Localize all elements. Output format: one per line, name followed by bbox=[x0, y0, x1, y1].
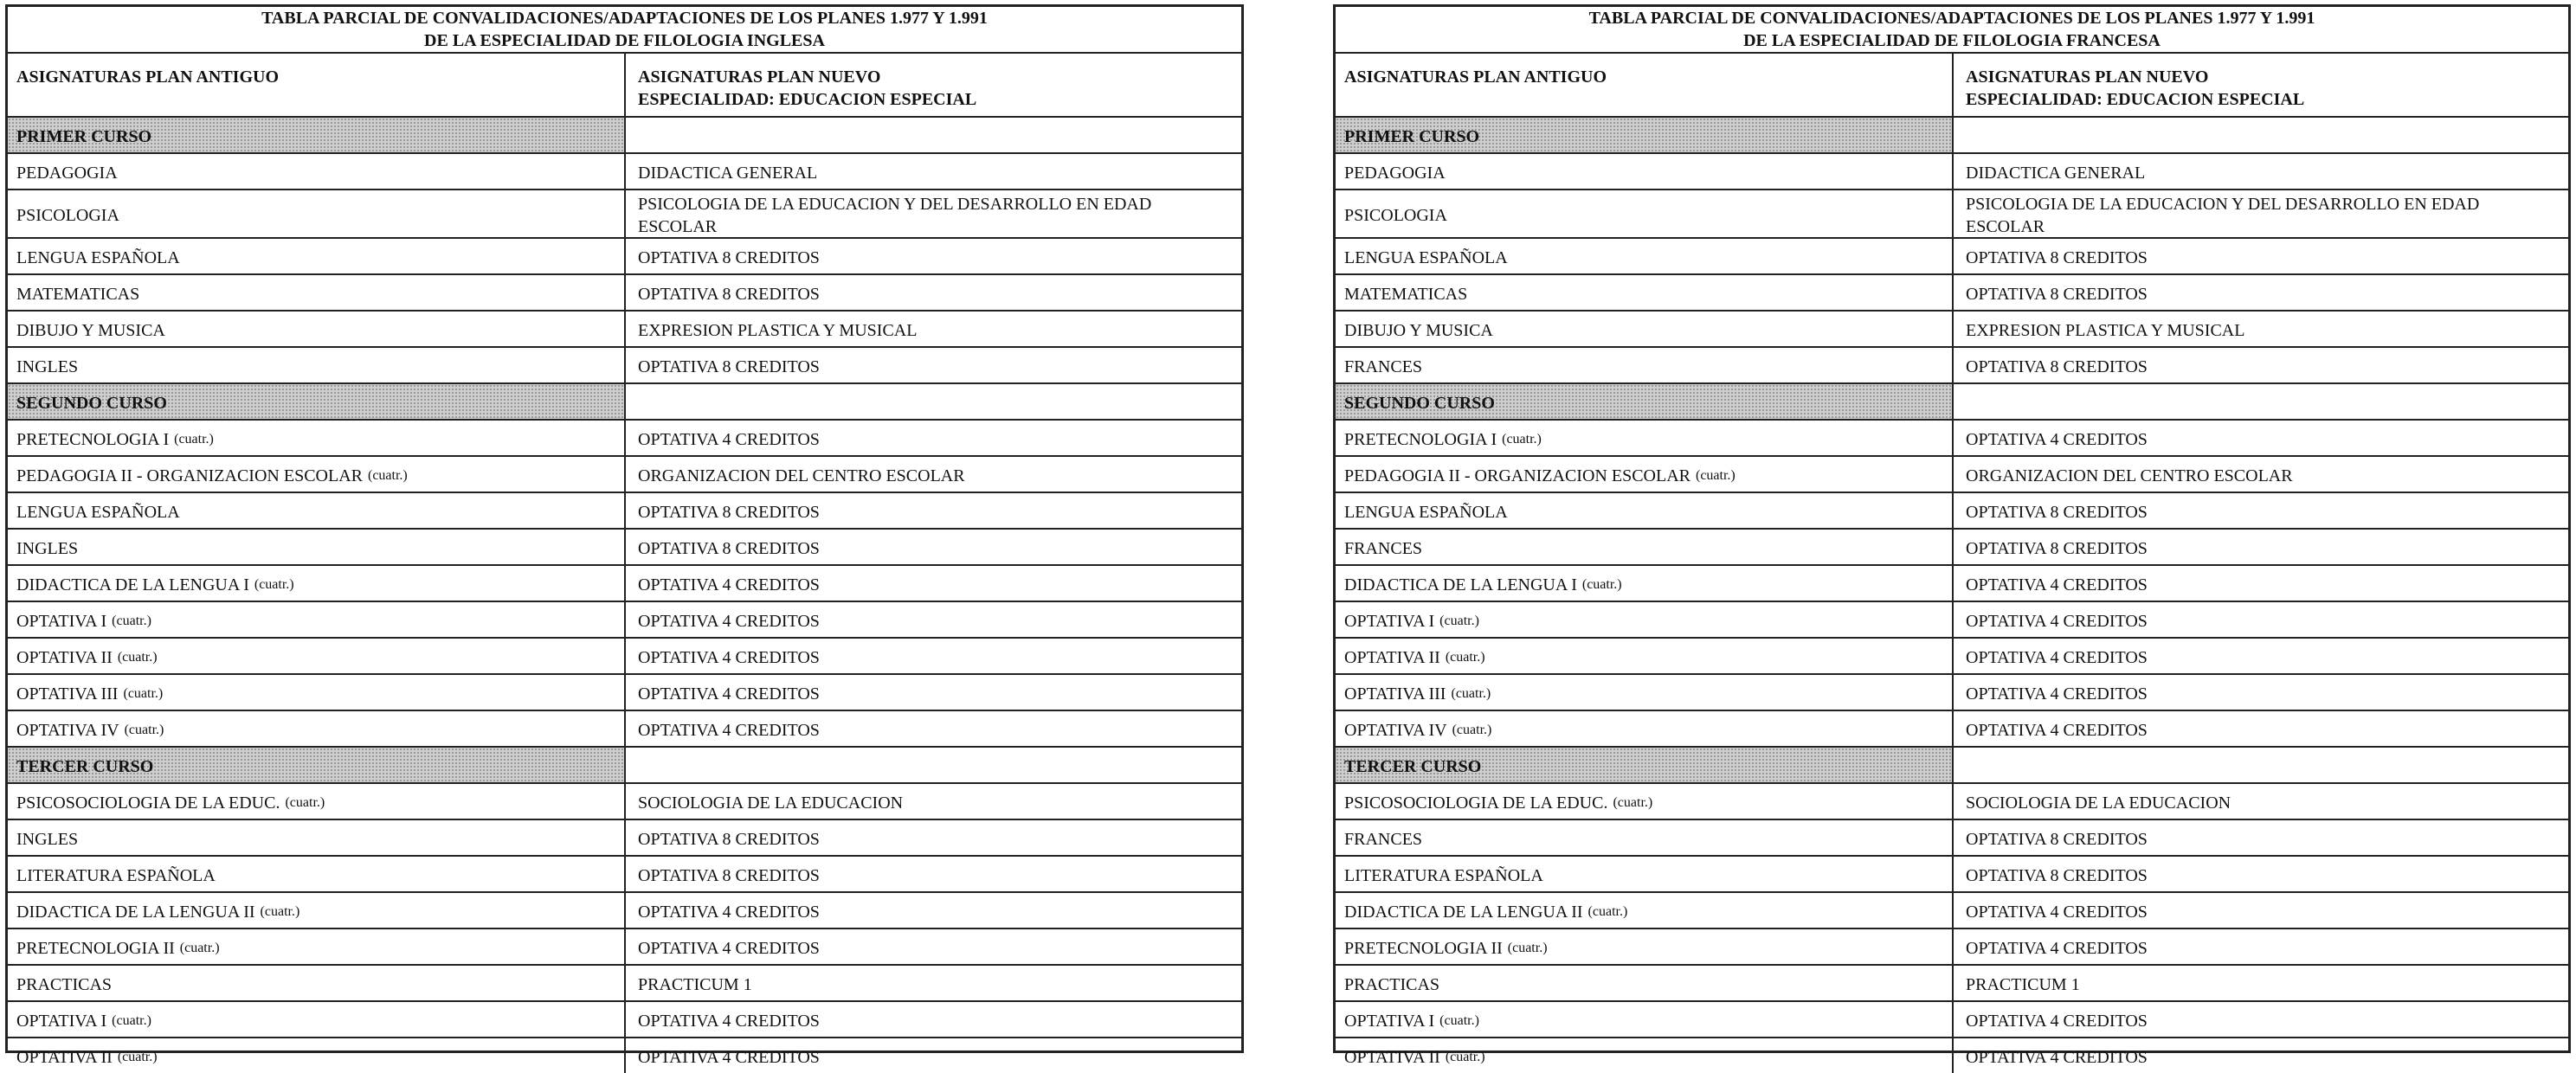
old-subject-text: PRETECNOLOGIA I bbox=[16, 429, 170, 449]
new-subject-cell: OPTATIVA 4 CREDITOS bbox=[638, 648, 820, 667]
new-subject-cell: OPTATIVA 8 CREDITOS bbox=[1966, 503, 2148, 522]
old-subject-cell bbox=[8, 154, 626, 189]
old-subject-cell bbox=[8, 784, 626, 819]
table-row bbox=[8, 275, 1241, 312]
old-subject-cell bbox=[8, 239, 626, 273]
new-subject-cell: OPTATIVA 4 CREDITOS bbox=[638, 939, 820, 958]
old-subject-text: DIDACTICA DE LA LENGUA II bbox=[1344, 902, 1583, 922]
old-subject-text: OPTATIVA II bbox=[1344, 1047, 1440, 1067]
table-row bbox=[1336, 457, 2568, 493]
semester-note: (cuatr.) bbox=[1439, 614, 1479, 628]
table-row bbox=[1336, 190, 2568, 239]
old-subject-text: LENGUA ESPAÑOLA bbox=[16, 247, 180, 267]
title-line-2: DE LA ESPECIALIDAD DE FILOLOGIA INGLESA bbox=[424, 31, 825, 50]
new-subject-cell: OPTATIVA 8 CREDITOS bbox=[1966, 285, 2148, 304]
old-subject-text: OPTATIVA I bbox=[1344, 611, 1435, 631]
semester-note: (cuatr.) bbox=[285, 795, 325, 810]
new-subject-cell bbox=[626, 118, 1241, 152]
new-subject-cell: OPTATIVA 4 CREDITOS bbox=[638, 612, 820, 631]
new-subject-cell: OPTATIVA 4 CREDITOS bbox=[1966, 939, 2148, 958]
old-subject-text: PRIMER CURSO bbox=[1344, 126, 1480, 146]
old-subject-cell bbox=[1336, 857, 1954, 891]
old-subject-text: OPTATIVA I bbox=[16, 611, 107, 631]
semester-note: (cuatr.) bbox=[117, 1050, 158, 1064]
semester-note: (cuatr.) bbox=[123, 686, 164, 701]
section-label bbox=[8, 748, 626, 782]
table-row bbox=[8, 493, 1241, 530]
old-subject-text: PEDAGOGIA II - ORGANIZACION ESCOLAR bbox=[1344, 466, 1690, 485]
table-row bbox=[1336, 893, 2568, 929]
new-subject-cell: OPTATIVA 8 CREDITOS bbox=[638, 830, 820, 849]
table-filologia-francesa bbox=[1333, 4, 2571, 1067]
new-subject-cell bbox=[1954, 748, 2568, 782]
table-row bbox=[1336, 1038, 2568, 1073]
semester-note: (cuatr.) bbox=[112, 1013, 151, 1028]
table-row bbox=[1336, 566, 2568, 602]
old-subject-cell bbox=[1336, 784, 1954, 819]
table-row bbox=[8, 1038, 1241, 1073]
table-title bbox=[8, 7, 1241, 54]
old-subject-text: OPTATIVA II bbox=[1344, 647, 1440, 667]
old-subject-text: MATEMATICAS bbox=[16, 284, 140, 304]
old-subject-cell bbox=[8, 639, 626, 673]
table-row bbox=[8, 530, 1241, 566]
table-row bbox=[8, 602, 1241, 639]
semester-note: (cuatr.) bbox=[174, 432, 214, 447]
old-subject-text: PSICOLOGIA bbox=[16, 205, 119, 225]
table-row bbox=[1336, 493, 2568, 530]
old-subject-cell bbox=[1336, 675, 1954, 710]
table-row bbox=[8, 639, 1241, 675]
old-subject-cell bbox=[1336, 493, 1954, 528]
old-subject-cell bbox=[8, 312, 626, 346]
new-subject-cell: PRACTICUM 1 bbox=[1966, 975, 2080, 994]
old-subject-text: DIDACTICA DE LA LENGUA I bbox=[16, 575, 249, 594]
old-subject-cell bbox=[1336, 312, 1954, 346]
new-subject-cell: EXPRESION PLASTICA Y MUSICAL bbox=[638, 321, 918, 340]
old-subject-cell bbox=[8, 566, 626, 601]
section-row bbox=[8, 118, 1241, 154]
new-subject-cell: SOCIOLOGIA DE LA EDUCACION bbox=[638, 794, 904, 813]
table-filologia-inglesa bbox=[5, 4, 1244, 1067]
old-subject-text: INGLES bbox=[16, 829, 79, 849]
old-subject-text: SEGUNDO CURSO bbox=[16, 393, 167, 413]
old-subject-cell bbox=[8, 711, 626, 746]
old-subject-text: PSICOLOGIA bbox=[1344, 205, 1447, 225]
header-new-line-2: ESPECIALIDAD: EDUCACION ESPECIAL bbox=[1966, 90, 2305, 109]
old-subject-text: DIDACTICA DE LA LENGUA I bbox=[1344, 575, 1577, 594]
old-subject-text: LITERATURA ESPAÑOLA bbox=[1344, 865, 1543, 885]
old-subject-text: MATEMATICAS bbox=[1344, 284, 1468, 304]
old-subject-text: PEDAGOGIA bbox=[1344, 163, 1446, 183]
old-subject-text: PRACTICAS bbox=[1344, 974, 1440, 994]
old-subject-cell bbox=[8, 530, 626, 564]
table-row bbox=[1336, 929, 2568, 966]
new-subject-cell: OPTATIVA 8 CREDITOS bbox=[1966, 866, 2148, 885]
old-subject-cell bbox=[8, 966, 626, 1000]
old-subject-cell bbox=[8, 190, 626, 237]
old-subject-text: PSICOSOCIOLOGIA DE LA EDUC. bbox=[16, 793, 280, 813]
old-subject-text: PEDAGOGIA bbox=[16, 163, 118, 183]
table-row bbox=[1336, 820, 2568, 857]
old-subject-cell bbox=[1336, 348, 1954, 382]
old-subject-text: PRIMER CURSO bbox=[16, 126, 152, 146]
header-new-line-1: ASIGNATURAS PLAN NUEVO bbox=[1966, 67, 2209, 87]
new-subject-cell bbox=[626, 384, 1241, 419]
old-subject-cell bbox=[8, 275, 626, 310]
new-subject-cell: OPTATIVA 4 CREDITOS bbox=[1966, 721, 2148, 740]
table-row bbox=[8, 566, 1241, 602]
old-subject-text: FRANCES bbox=[1344, 538, 1423, 558]
semester-note: (cuatr.) bbox=[112, 614, 151, 628]
old-subject-cell bbox=[1336, 421, 1954, 455]
new-subject-cell: DIDACTICA GENERAL bbox=[1966, 164, 2146, 183]
section-row bbox=[8, 748, 1241, 784]
semester-note: (cuatr.) bbox=[1581, 577, 1622, 592]
table-row bbox=[1336, 966, 2568, 1002]
old-subject-text: PRETECNOLOGIA I bbox=[1344, 429, 1497, 449]
table-row bbox=[1336, 1002, 2568, 1038]
old-subject-cell bbox=[1336, 239, 1954, 273]
section-label bbox=[1336, 748, 1954, 782]
new-subject-cell: OPTATIVA 4 CREDITOS bbox=[1966, 430, 2148, 449]
section-label bbox=[1336, 384, 1954, 419]
table-row bbox=[1336, 154, 2568, 190]
new-subject-cell: EXPRESION PLASTICA Y MUSICAL bbox=[1966, 321, 2245, 340]
new-subject-cell: OPTATIVA 4 CREDITOS bbox=[1966, 575, 2148, 594]
old-subject-text: PSICOSOCIOLOGIA DE LA EDUC. bbox=[1344, 793, 1608, 813]
new-subject-cell: PRACTICUM 1 bbox=[638, 975, 752, 994]
new-subject-cell: ORGANIZACION DEL CENTRO ESCOLAR bbox=[638, 466, 965, 485]
old-subject-cell bbox=[1336, 275, 1954, 310]
old-subject-cell bbox=[8, 1002, 626, 1037]
old-subject-cell bbox=[1336, 929, 1954, 964]
semester-note: (cuatr.) bbox=[1451, 686, 1491, 701]
new-subject-cell: OPTATIVA 4 CREDITOS bbox=[638, 575, 820, 594]
table-header bbox=[1336, 54, 2568, 118]
old-subject-cell bbox=[1336, 639, 1954, 673]
semester-note: (cuatr.) bbox=[1613, 795, 1653, 810]
header-old-plan: ASIGNATURAS PLAN ANTIGUO bbox=[1336, 54, 1954, 116]
semester-note: (cuatr.) bbox=[1695, 468, 1736, 483]
table-row bbox=[1336, 711, 2568, 748]
old-subject-text: TERCER CURSO bbox=[1344, 756, 1482, 776]
new-subject-cell: PSICOLOGIA DE LA EDUCACION Y DEL DESARROLLO EN EDAD ESCOLAR bbox=[1966, 195, 2480, 236]
old-subject-cell bbox=[1336, 457, 1954, 492]
table-row bbox=[1336, 239, 2568, 275]
old-subject-cell bbox=[8, 929, 626, 964]
old-subject-cell bbox=[1336, 1038, 1954, 1073]
old-subject-cell bbox=[8, 820, 626, 855]
semester-note: (cuatr.) bbox=[179, 941, 220, 955]
old-subject-cell bbox=[8, 602, 626, 637]
header-new-plan bbox=[626, 54, 1241, 116]
table-row bbox=[1336, 602, 2568, 639]
old-subject-cell bbox=[1336, 893, 1954, 928]
new-subject-cell: OPTATIVA 4 CREDITOS bbox=[638, 1012, 820, 1031]
old-subject-text: DIBUJO Y MUSICA bbox=[16, 320, 165, 340]
title-line-1: TABLA PARCIAL DE CONVALIDACIONES/ADAPTACIONES DE LOS PLANES 1.977 Y 1.991 bbox=[261, 9, 988, 28]
old-subject-text: OPTATIVA III bbox=[1344, 684, 1446, 704]
old-subject-text: OPTATIVA II bbox=[16, 647, 113, 667]
table-header bbox=[8, 54, 1241, 118]
new-subject-cell: OPTATIVA 8 CREDITOS bbox=[1966, 357, 2148, 376]
old-subject-cell bbox=[8, 893, 626, 928]
table-row bbox=[8, 929, 1241, 966]
section-label bbox=[8, 118, 626, 152]
table-body bbox=[1336, 118, 2568, 1073]
table-row bbox=[1336, 348, 2568, 384]
old-subject-text: FRANCES bbox=[1344, 357, 1423, 376]
new-subject-cell: OPTATIVA 8 CREDITOS bbox=[1966, 830, 2148, 849]
old-subject-cell bbox=[1336, 711, 1954, 746]
table-body bbox=[8, 118, 1241, 1073]
new-subject-cell: OPTATIVA 4 CREDITOS bbox=[1966, 612, 2148, 631]
old-subject-text: OPTATIVA I bbox=[1344, 1011, 1435, 1031]
new-subject-cell: OPTATIVA 8 CREDITOS bbox=[638, 539, 820, 558]
new-subject-cell: OPTATIVA 8 CREDITOS bbox=[638, 357, 820, 376]
semester-note: (cuatr.) bbox=[117, 650, 158, 665]
old-subject-cell bbox=[1336, 190, 1954, 237]
table-row bbox=[8, 711, 1241, 748]
semester-note: (cuatr.) bbox=[1507, 941, 1548, 955]
new-subject-cell: ORGANIZACION DEL CENTRO ESCOLAR bbox=[1966, 466, 2293, 485]
table-row bbox=[1336, 675, 2568, 711]
old-subject-text: OPTATIVA II bbox=[16, 1047, 113, 1067]
old-subject-text: OPTATIVA IV bbox=[16, 720, 119, 740]
new-subject-cell: OPTATIVA 4 CREDITOS bbox=[1966, 648, 2148, 667]
old-subject-cell bbox=[1336, 1002, 1954, 1037]
table-row bbox=[1336, 639, 2568, 675]
header-new-line-2: ESPECIALIDAD: EDUCACION ESPECIAL bbox=[638, 90, 977, 109]
old-subject-text: OPTATIVA I bbox=[16, 1011, 107, 1031]
table-row bbox=[8, 190, 1241, 239]
old-subject-text: DIBUJO Y MUSICA bbox=[1344, 320, 1493, 340]
old-subject-cell bbox=[1336, 154, 1954, 189]
new-subject-cell: OPTATIVA 4 CREDITOS bbox=[1966, 684, 2148, 704]
table-title bbox=[1336, 7, 2568, 54]
new-subject-cell bbox=[626, 748, 1241, 782]
new-subject-cell: OPTATIVA 8 CREDITOS bbox=[1966, 539, 2148, 558]
new-subject-cell: OPTATIVA 4 CREDITOS bbox=[1966, 1012, 2148, 1031]
table-row bbox=[8, 457, 1241, 493]
table-row bbox=[8, 312, 1241, 348]
header-old-plan: ASIGNATURAS PLAN ANTIGUO bbox=[8, 54, 626, 116]
old-subject-text: LENGUA ESPAÑOLA bbox=[16, 502, 180, 522]
new-subject-cell: OPTATIVA 8 CREDITOS bbox=[638, 248, 820, 267]
table-row bbox=[1336, 421, 2568, 457]
section-row bbox=[1336, 384, 2568, 421]
old-subject-text: DIDACTICA DE LA LENGUA II bbox=[16, 902, 255, 922]
table-row bbox=[8, 675, 1241, 711]
table-row bbox=[8, 784, 1241, 820]
old-subject-text: LENGUA ESPAÑOLA bbox=[1344, 247, 1508, 267]
title-line-1: TABLA PARCIAL DE CONVALIDACIONES/ADAPTACIONES DE LOS PLANES 1.977 Y 1.991 bbox=[1588, 9, 2315, 28]
new-subject-cell: OPTATIVA 8 CREDITOS bbox=[638, 285, 820, 304]
new-subject-cell: OPTATIVA 4 CREDITOS bbox=[1966, 903, 2148, 922]
old-subject-cell bbox=[8, 857, 626, 891]
old-subject-text: PRETECNOLOGIA II bbox=[16, 938, 175, 958]
semester-note: (cuatr.) bbox=[254, 577, 294, 592]
section-label bbox=[1336, 118, 1954, 152]
table-row bbox=[1336, 857, 2568, 893]
new-subject-cell: OPTATIVA 4 CREDITOS bbox=[638, 1048, 820, 1067]
old-subject-cell bbox=[1336, 966, 1954, 1000]
old-subject-cell bbox=[8, 675, 626, 710]
new-subject-cell: PSICOLOGIA DE LA EDUCACION Y DEL DESARROLLO EN EDAD ESCOLAR bbox=[638, 195, 1152, 236]
old-subject-text: PEDAGOGIA II - ORGANIZACION ESCOLAR bbox=[16, 466, 363, 485]
new-subject-cell: OPTATIVA 4 CREDITOS bbox=[638, 721, 820, 740]
new-subject-cell bbox=[1954, 384, 2568, 419]
semester-note: (cuatr.) bbox=[260, 904, 300, 919]
semester-note: (cuatr.) bbox=[1445, 650, 1485, 665]
semester-note: (cuatr.) bbox=[1452, 723, 1492, 737]
old-subject-cell bbox=[1336, 566, 1954, 601]
header-new-plan bbox=[1954, 54, 2568, 116]
old-subject-text: PRACTICAS bbox=[16, 974, 113, 994]
old-subject-cell bbox=[1336, 602, 1954, 637]
new-subject-cell: OPTATIVA 4 CREDITOS bbox=[638, 684, 820, 704]
old-subject-cell bbox=[1336, 530, 1954, 564]
semester-note: (cuatr.) bbox=[1439, 1013, 1479, 1028]
old-subject-cell bbox=[8, 457, 626, 492]
table-row bbox=[8, 421, 1241, 457]
section-row bbox=[1336, 118, 2568, 154]
old-subject-text: OPTATIVA III bbox=[16, 684, 119, 704]
new-subject-cell: OPTATIVA 8 CREDITOS bbox=[638, 866, 820, 885]
new-subject-cell: DIDACTICA GENERAL bbox=[638, 164, 818, 183]
title-line-2: DE LA ESPECIALIDAD DE FILOLOGIA FRANCESA bbox=[1743, 31, 2161, 50]
semester-note: (cuatr.) bbox=[1587, 904, 1628, 919]
table-row bbox=[1336, 312, 2568, 348]
old-subject-cell bbox=[8, 1038, 626, 1073]
old-subject-text: INGLES bbox=[16, 538, 79, 558]
old-subject-text: TERCER CURSO bbox=[16, 756, 154, 776]
table-row bbox=[8, 857, 1241, 893]
old-subject-text: FRANCES bbox=[1344, 829, 1423, 849]
old-subject-cell bbox=[8, 493, 626, 528]
table-row bbox=[8, 348, 1241, 384]
old-subject-text: LENGUA ESPAÑOLA bbox=[1344, 502, 1508, 522]
semester-note: (cuatr.) bbox=[124, 723, 164, 737]
old-subject-text: INGLES bbox=[16, 357, 79, 376]
table-row bbox=[8, 1002, 1241, 1038]
new-subject-cell bbox=[1954, 118, 2568, 152]
old-subject-text: LITERATURA ESPAÑOLA bbox=[16, 865, 216, 885]
table-row bbox=[8, 893, 1241, 929]
semester-note: (cuatr.) bbox=[1445, 1050, 1485, 1064]
new-subject-cell: SOCIOLOGIA DE LA EDUCACION bbox=[1966, 794, 2231, 813]
section-label bbox=[8, 384, 626, 419]
table-row bbox=[1336, 784, 2568, 820]
header-new-line-1: ASIGNATURAS PLAN NUEVO bbox=[638, 67, 881, 87]
old-subject-text: PRETECNOLOGIA II bbox=[1344, 938, 1503, 958]
semester-note: (cuatr.) bbox=[1502, 432, 1542, 447]
new-subject-cell: OPTATIVA 4 CREDITOS bbox=[638, 430, 820, 449]
table-row bbox=[1336, 530, 2568, 566]
section-row bbox=[8, 384, 1241, 421]
semester-note: (cuatr.) bbox=[367, 468, 408, 483]
old-subject-text: OPTATIVA IV bbox=[1344, 720, 1447, 740]
old-subject-cell bbox=[8, 421, 626, 455]
old-subject-cell bbox=[1336, 820, 1954, 855]
table-row bbox=[8, 239, 1241, 275]
section-row bbox=[1336, 748, 2568, 784]
old-subject-cell bbox=[8, 348, 626, 382]
new-subject-cell: OPTATIVA 8 CREDITOS bbox=[1966, 248, 2148, 267]
table-row bbox=[1336, 275, 2568, 312]
new-subject-cell: OPTATIVA 4 CREDITOS bbox=[1966, 1048, 2148, 1067]
table-row bbox=[8, 966, 1241, 1002]
table-row bbox=[8, 820, 1241, 857]
new-subject-cell: OPTATIVA 4 CREDITOS bbox=[638, 903, 820, 922]
table-row bbox=[8, 154, 1241, 190]
old-subject-text: SEGUNDO CURSO bbox=[1344, 393, 1495, 413]
new-subject-cell: OPTATIVA 8 CREDITOS bbox=[638, 503, 820, 522]
